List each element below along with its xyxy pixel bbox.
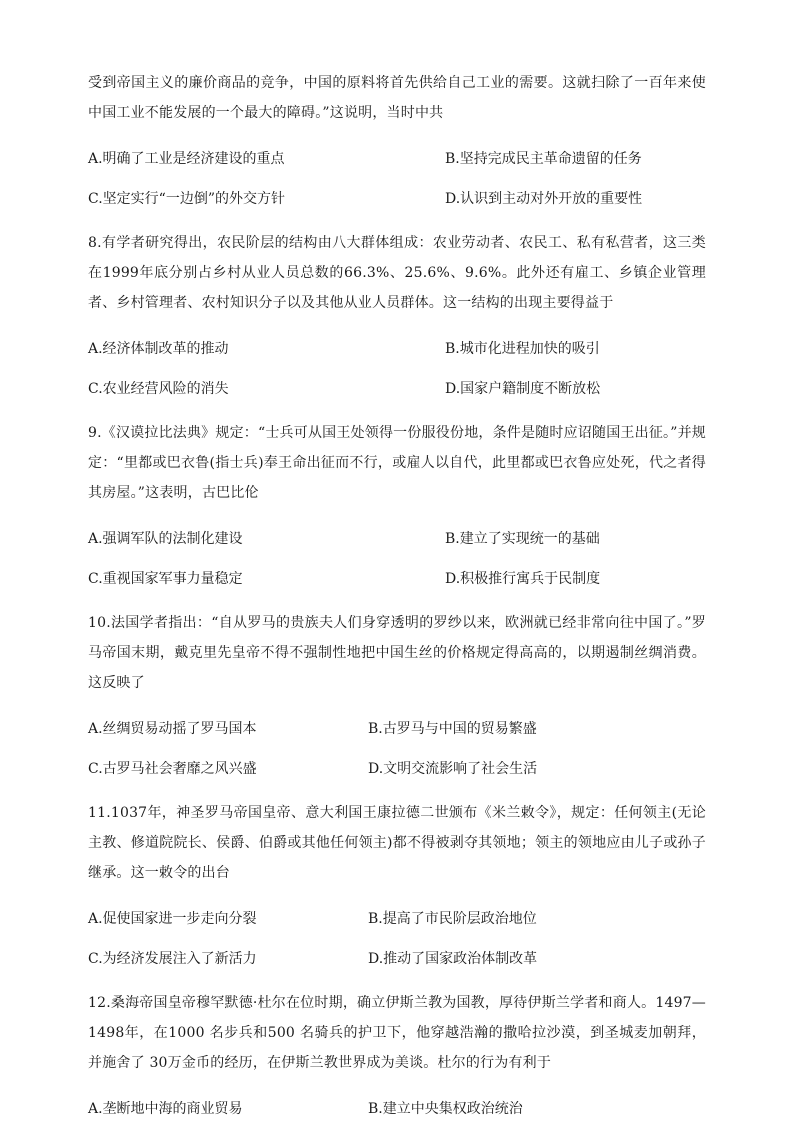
- option-row: [88, 938, 706, 978]
- option-d: D.国家户籍制度不断放松: [445, 381, 601, 397]
- question-10: [88, 608, 706, 788]
- question-stem: 9.《汉谟拉比法典》规定：“士兵可从国王处领得一份服役份地，条件是随时应诏随国王出征。”并规定：“里都或巴衣鲁(指士兵)奉王命出征而不行，或雇人以自代，此里都或巴衣鲁应处死，代之者得其房屋。”这表明，古巴比伦: [88, 425, 706, 501]
- option-a: A.强调军队的法制化建设: [88, 531, 243, 547]
- question-stem: 10.法国学者指出：“自从罗马的贵族夫人们身穿透明的罗纱以来，欧洲就已经非常向往中国了。”罗马帝国末期，戴克里先皇帝不得不强制性地把中国生丝的价格规定得高高的，以期遏制丝绸消费。这反映了: [88, 615, 706, 691]
- question-7-continued: [88, 68, 706, 218]
- option-b: B.建立中央集权政治统治: [368, 1101, 523, 1117]
- question-12: [88, 988, 706, 1128]
- option-c: C.坚定实行“一边倒”的外交方针: [88, 191, 285, 207]
- option-list: [88, 328, 706, 408]
- option-a: A.丝绸贸易动摇了罗马国本: [88, 721, 257, 737]
- option-row: [88, 328, 706, 368]
- option-d: D.推动了国家政治体制改革: [368, 951, 538, 967]
- option-a: A.促使国家进一步走向分裂: [88, 911, 257, 927]
- option-b: B.坚持完成民主革命遗留的任务: [445, 151, 642, 167]
- question-9: [88, 418, 706, 598]
- option-list: [88, 518, 706, 598]
- option-c: C.重视国家军事力量稳定: [88, 571, 243, 587]
- option-list: [88, 708, 706, 788]
- option-row: [88, 748, 706, 788]
- option-row: [88, 708, 706, 748]
- question-stem: 11.1037年，神圣罗马帝国皇帝、意大利国王康拉德二世颁布《米兰敕令》，规定：任何领主(无论主教、修道院院长、侯爵、伯爵或其他任何领主)都不得被剥夺其领地；领主的领地应由儿子或孙子继承。这一敕令的出台: [88, 805, 706, 881]
- option-a: A.明确了工业是经济建设的重点: [88, 151, 285, 167]
- option-list: [88, 898, 706, 978]
- option-b: B.建立了实现统一的基础: [445, 531, 600, 547]
- option-c: C.古罗马社会奢靡之风兴盛: [88, 761, 257, 777]
- option-b: B.古罗马与中国的贸易繁盛: [368, 721, 537, 737]
- option-d: D.文明交流影响了社会生活: [368, 761, 538, 777]
- question-stem: 12.桑海帝国皇帝穆罕默德·杜尔在位时期，确立伊斯兰教为国教，厚待伊斯兰学者和商人。1497—1498年，在1000 名步兵和500 名骑兵的护卫下，他穿越浩瀚的撒哈拉沙漠，到圣城麦加朝拜，并施舍了 30万金币的经历，在伊斯兰教世界成为美谈。杜尔的行为有利于: [88, 995, 706, 1071]
- option-a: A.垄断地中海的商业贸易: [88, 1101, 243, 1117]
- question-11: [88, 798, 706, 978]
- question-stem: 受到帝国主义的廉价商品的竞争，中国的原料将首先供给自己工业的需要。这就扫除了一百年来使中国工业不能发展的一个最大的障碍。”这说明，当时中共: [88, 75, 706, 121]
- option-d: D.积极推行寓兵于民制度: [445, 571, 601, 587]
- option-c: C.为经济发展注入了新活力: [88, 951, 257, 967]
- option-list: [88, 1088, 706, 1128]
- option-a: A.经济体制改革的推动: [88, 341, 229, 357]
- option-list: [88, 138, 706, 218]
- option-row: [88, 368, 706, 408]
- option-d: D.认识到主动对外开放的重要性: [445, 191, 643, 207]
- question-8: [88, 228, 706, 408]
- option-row: [88, 558, 706, 598]
- option-row: [88, 898, 706, 938]
- option-row: [88, 138, 706, 178]
- option-b: B.城市化进程加快的吸引: [445, 341, 600, 357]
- option-row: [88, 1088, 706, 1128]
- question-stem: 8.有学者研究得出，农民阶层的结构由八大群体组成：农业劳动者、农民工、私有私营者，这三类在1999年底分别占乡村从业人员总数的66.3%、25.6%、9.6%。此外还有雇工、乡镇企业管理者、乡村管理者、农村知识分子以及其他从业人员群体。这一结构的出现主要得益于: [88, 235, 706, 311]
- option-c: C.农业经营风险的消失: [88, 381, 229, 397]
- option-row: [88, 518, 706, 558]
- option-b: B.提高了市民阶层政治地位: [368, 911, 537, 927]
- option-row: [88, 178, 706, 218]
